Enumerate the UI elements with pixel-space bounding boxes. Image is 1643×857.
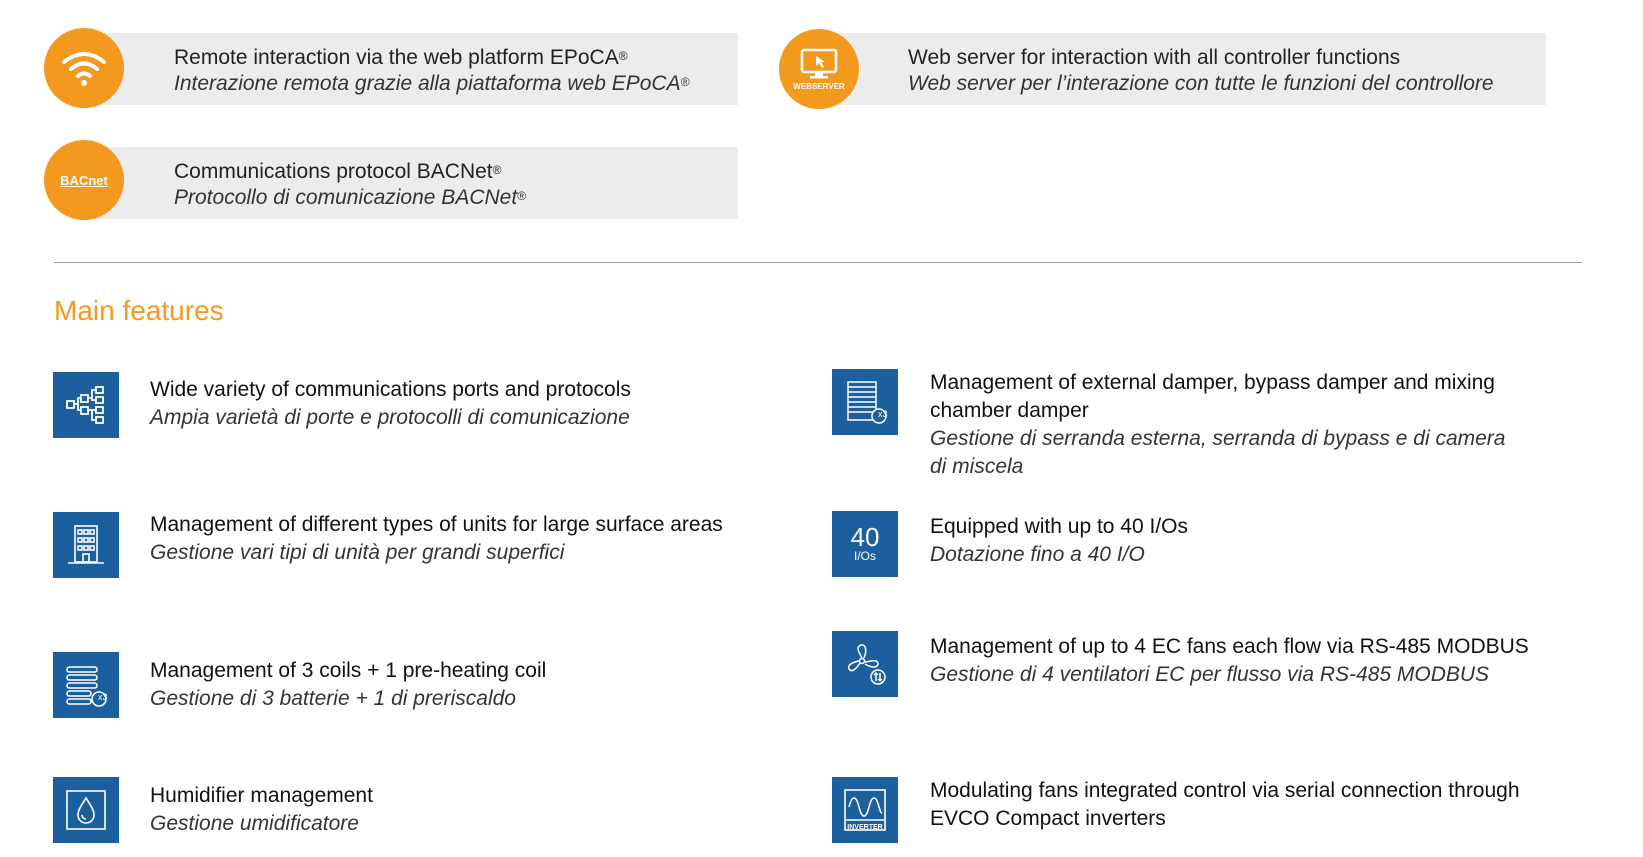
feature-subtitle: Gestione vari tipi di unità per grandi superfici — [150, 541, 565, 564]
banner-epoca-title: Remote interaction via the web platform EPoCA — [174, 46, 619, 69]
banner-webserver-subtitle: Web server per l’interazione con tutte le funzioni del controllore — [908, 72, 1494, 95]
feature-coils — [150, 657, 730, 713]
feature-subtitle: Dotazione fino a 40 I/O — [930, 543, 1145, 566]
wifi-icon — [44, 28, 124, 108]
banner-epoca — [80, 33, 738, 105]
feature-subtitle: Gestione di serranda esterna, serranda di bypass e di camera di miscela — [930, 427, 1506, 478]
section-divider — [54, 262, 1582, 263]
registered-mark: ® — [492, 163, 502, 177]
building-icon — [53, 512, 119, 578]
feature-title: Humidifier management — [150, 784, 373, 807]
feature-ec-fans — [930, 633, 1610, 689]
network-tree-icon — [53, 372, 119, 438]
webserver-monitor-icon — [779, 29, 859, 109]
feature-title: Modulating fans integrated control via serial connection through EVCO Compact inverters — [930, 779, 1520, 830]
bacnet-logo-label: BACnet — [60, 172, 108, 188]
feature-subtitle: Gestione umidificatore — [150, 812, 359, 835]
banner-bacnet-subtitle: Protocollo di comunicazione BACNet — [174, 186, 518, 209]
coil-badge: x3 — [98, 692, 108, 702]
feature-subtitle: Gestione di 3 batterie + 1 di preriscaldo — [150, 687, 516, 710]
feature-title: Management of external damper, bypass damper and mixing chamber damper — [930, 371, 1495, 422]
damper-icon — [832, 369, 898, 435]
feature-comm-ports — [150, 376, 730, 432]
feature-title: Management of 3 coils + 1 pre-heating coil — [150, 659, 547, 682]
feature-subtitle: Ampia varietà di porte e protocolli di comunicazione — [150, 406, 630, 429]
banner-webserver-title: Web server for interaction with all controller functions — [908, 46, 1401, 69]
inverter-icon — [832, 777, 898, 843]
feature-subtitle: Gestione di 4 ventilatori EC per flusso via RS-485 MODBUS — [930, 663, 1490, 686]
feature-title: Equipped with up to 40 I/Os — [930, 515, 1188, 538]
webserver-label: WEBSERVER — [793, 81, 845, 91]
inverter-label: INVERTER — [847, 824, 883, 831]
banner-epoca-subtitle: Interazione remota grazie alla piattaforma web EPoCA — [174, 72, 681, 95]
registered-mark: ® — [680, 75, 690, 89]
feature-io — [930, 513, 1590, 569]
bacnet-logo-icon — [44, 140, 124, 220]
feature-title: Management of different types of units for large surface areas — [150, 513, 723, 536]
banner-bacnet — [80, 147, 738, 219]
section-title: Main features — [54, 295, 224, 326]
fan-icon — [832, 631, 898, 697]
io-count-icon — [832, 511, 898, 577]
feature-dampers — [930, 369, 1520, 481]
io-count-label: I/Os — [853, 549, 876, 563]
feature-humidifier — [150, 782, 730, 838]
banner-bacnet-title: Communications protocol BACNet — [174, 160, 493, 183]
registered-mark: ® — [618, 49, 628, 63]
registered-mark: ® — [517, 189, 527, 203]
banner-webserver — [814, 33, 1546, 105]
feature-title: Wide variety of communications ports and protocols — [150, 378, 631, 401]
feature-unit-types — [150, 511, 730, 567]
coil-icon — [53, 652, 119, 718]
damper-badge: x3 — [878, 409, 888, 419]
feature-title: Management of up to 4 EC fans each flow via RS-485 MODBUS — [930, 635, 1529, 658]
water-drop-icon — [53, 777, 119, 843]
feature-inverters — [930, 777, 1570, 833]
io-count-number: 40 — [850, 522, 880, 552]
